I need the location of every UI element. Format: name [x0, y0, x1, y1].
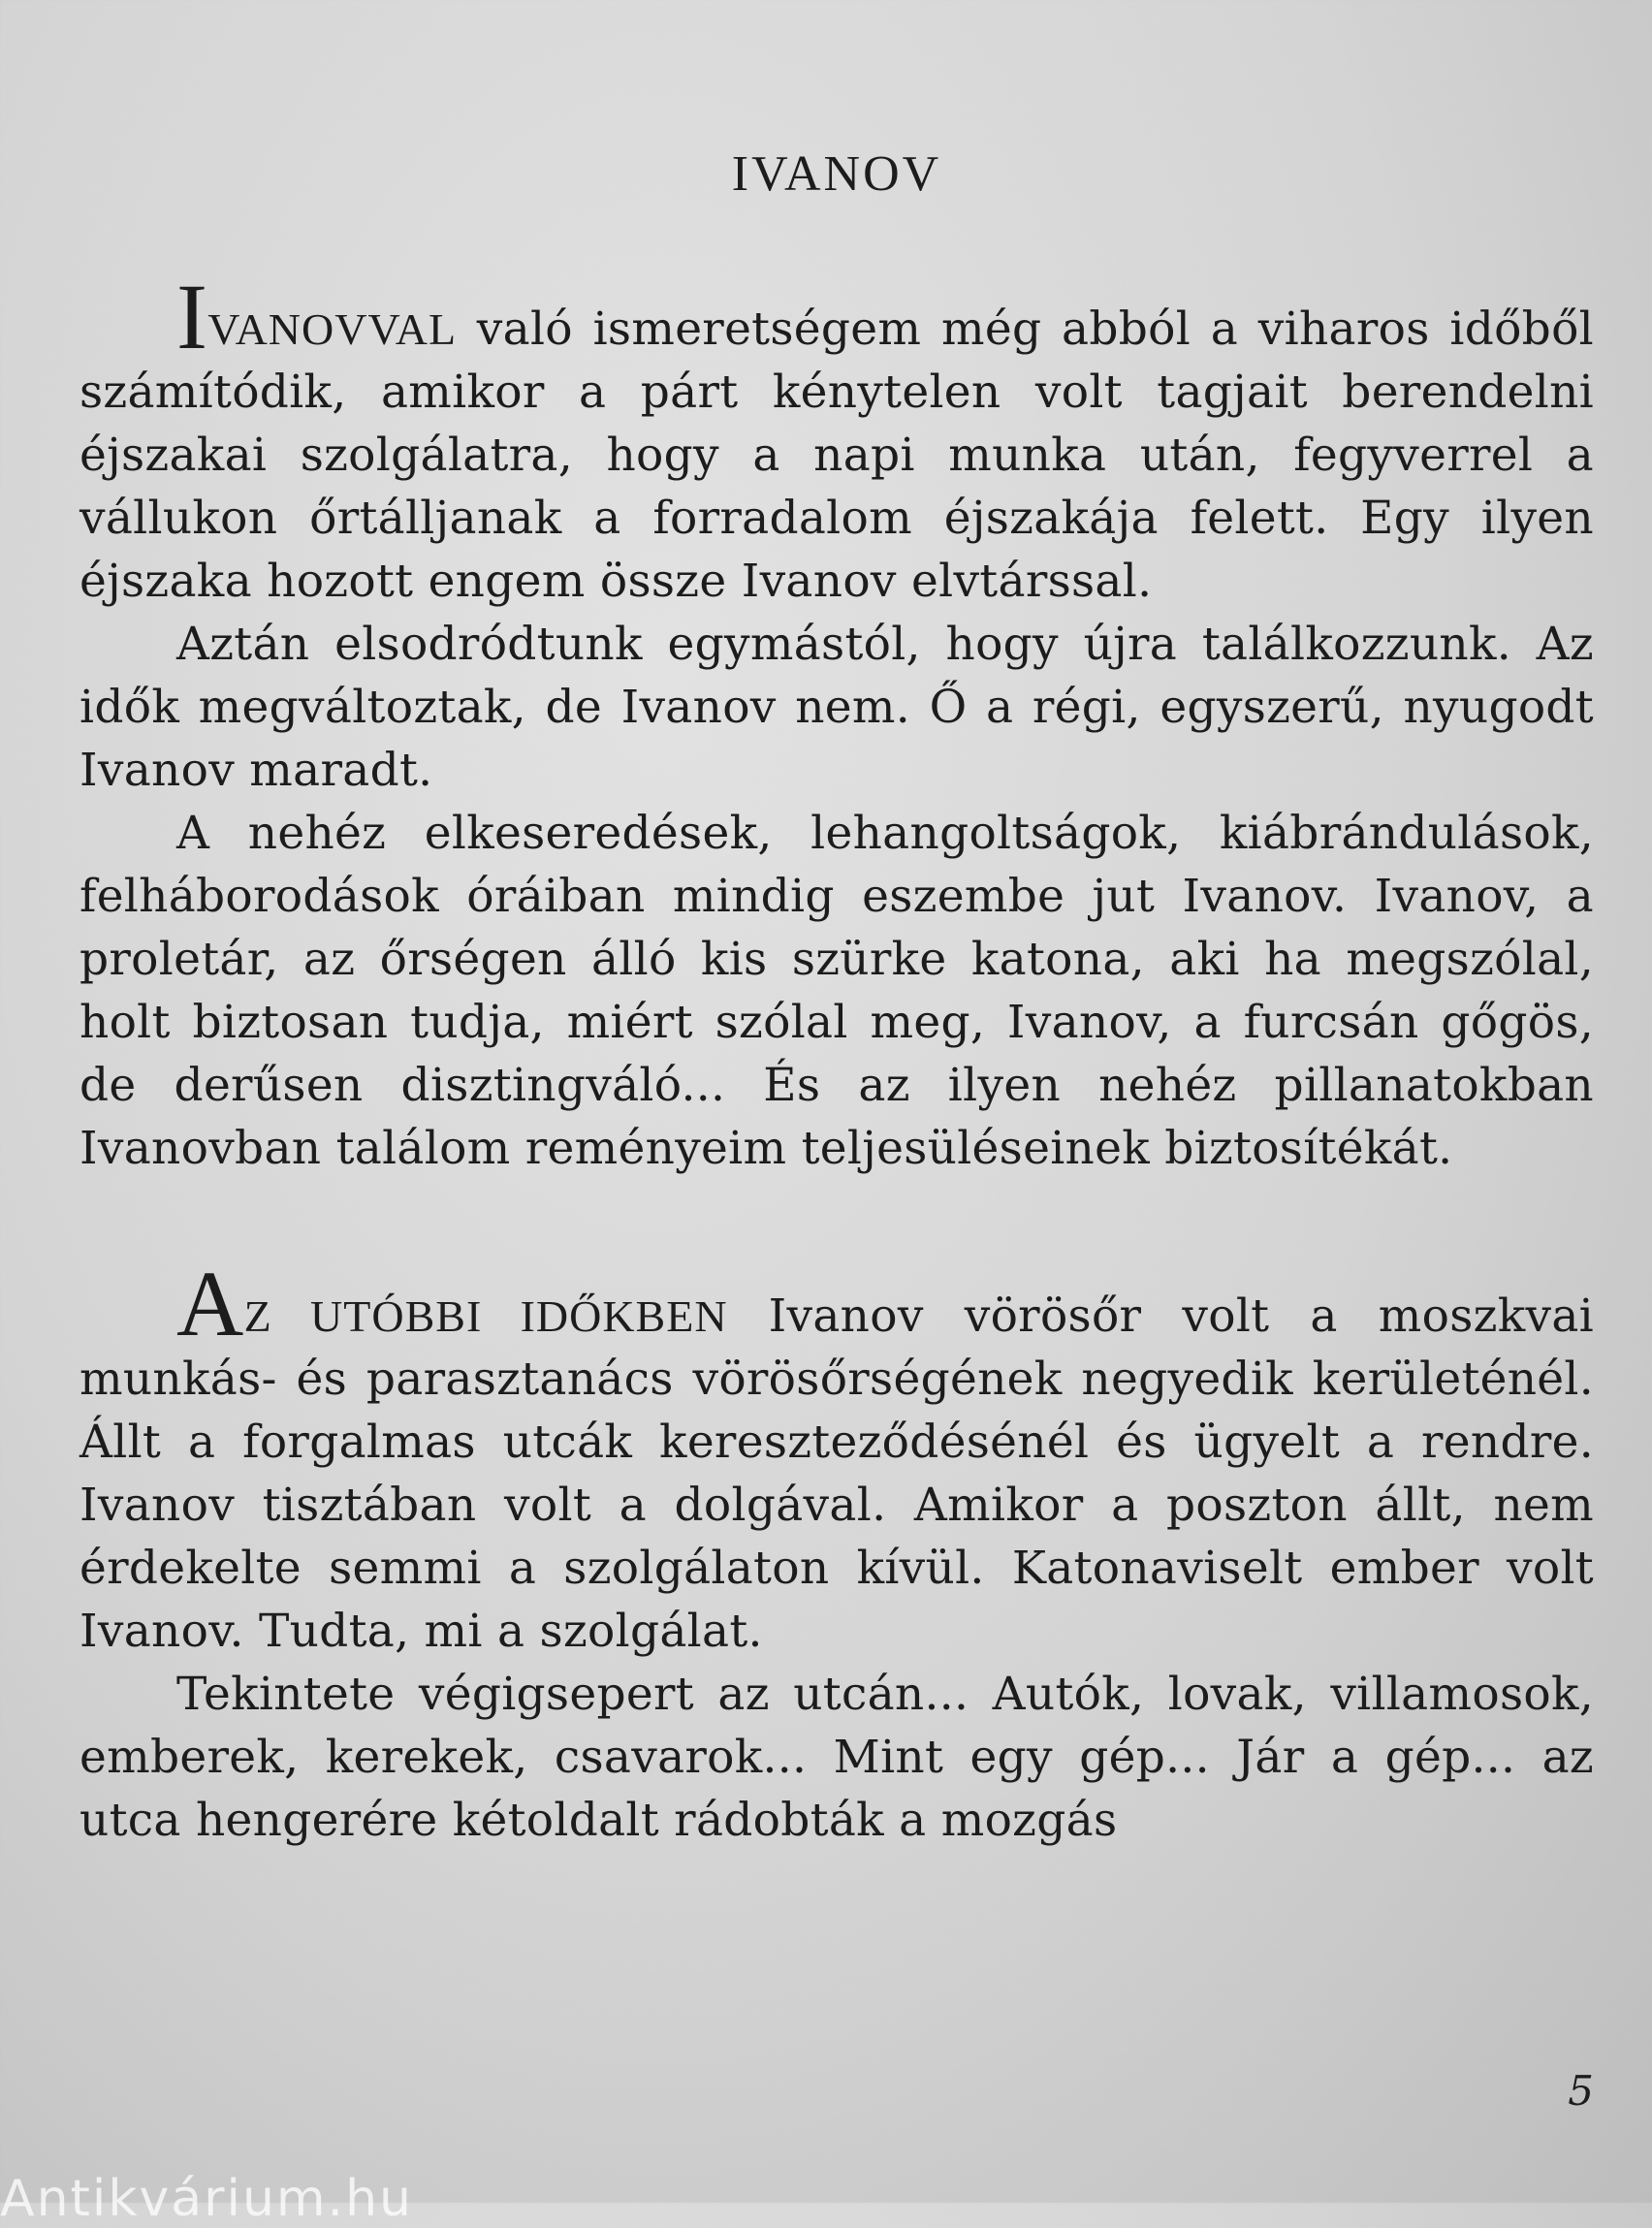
- paragraph-1: [79, 265, 1594, 613]
- paragraph-2: Aztán elsodródtunk egymástól, hogy újra találkozzunk. Az idők megváltoztak, de Ivanov nem. Ő a régi, egyszerű, nyugodt Ivanov maradt.: [79, 618, 1594, 797]
- paragraph-text: Ivanov vörösőr volt a moszkvai munkás- és parasztanács vörösőrségének negyedik kerületénél. Állt a forgalmas utcák kereszteződésénél és ügyelt a rendre. Ivanov tisztában volt a dolgával. Amikor a poszton állt, nem érdekelte semmi a szolgálaton kívül. Katonaviselt ember volt Ivanov. Tudta, mi a szolgálat.: [79, 1289, 1594, 1658]
- drop-cap: I: [176, 265, 208, 368]
- paragraph-3: A nehéz elkeseredések, lehangoltságok, kiábrándulások, felháborodások óráiban mindig eszembe jut Ivanov. Ivanov, a proletár, az őrségen álló kis szürke katona, aki ha megszólal, holt biztosan tudja, miért szólal meg, Ivanov, a furcsán gőgös, de derűsen disztingváló... És az ilyen nehéz pillanatokban Ivanovban találom reményeim teljesüléseinek biztosítékát.: [79, 807, 1594, 1175]
- section-2: [79, 1252, 1594, 1852]
- drop-cap: A: [176, 1252, 244, 1355]
- small-caps-lead: VANOVVAL: [207, 304, 458, 354]
- small-caps-lead: Z UTÓBBI IDŐKBEN: [243, 1291, 728, 1341]
- paragraph-text: való ismeretségem még abból a viharos időből számítódik, amikor a párt kénytelen volt tagjait berendelni éjszakai szolgálatra, hogy a napi munka után, fegyverrel a vállukon őrtálljanak a forradalom éjszakája felett. Egy ilyen éjszaka hozott engem össze Ivanov elvtárssal.: [79, 302, 1594, 608]
- paragraph-5: Tekintete végigsepert az utcán... Autók, lovak, villamosok, emberek, kerekek, csavarok... Mint egy gép... Jár a gép... az utca hengerére kétoldalt rádobták a mozgás: [79, 1668, 1594, 1847]
- watermark: Antikvárium.hu: [0, 2170, 413, 2228]
- paragraph-4: [79, 1252, 1594, 1663]
- book-page: [79, 145, 1594, 1852]
- chapter-title: IVANOV: [731, 146, 942, 202]
- section-1: [79, 265, 1594, 1180]
- page-number: 5: [1568, 2067, 1594, 2115]
